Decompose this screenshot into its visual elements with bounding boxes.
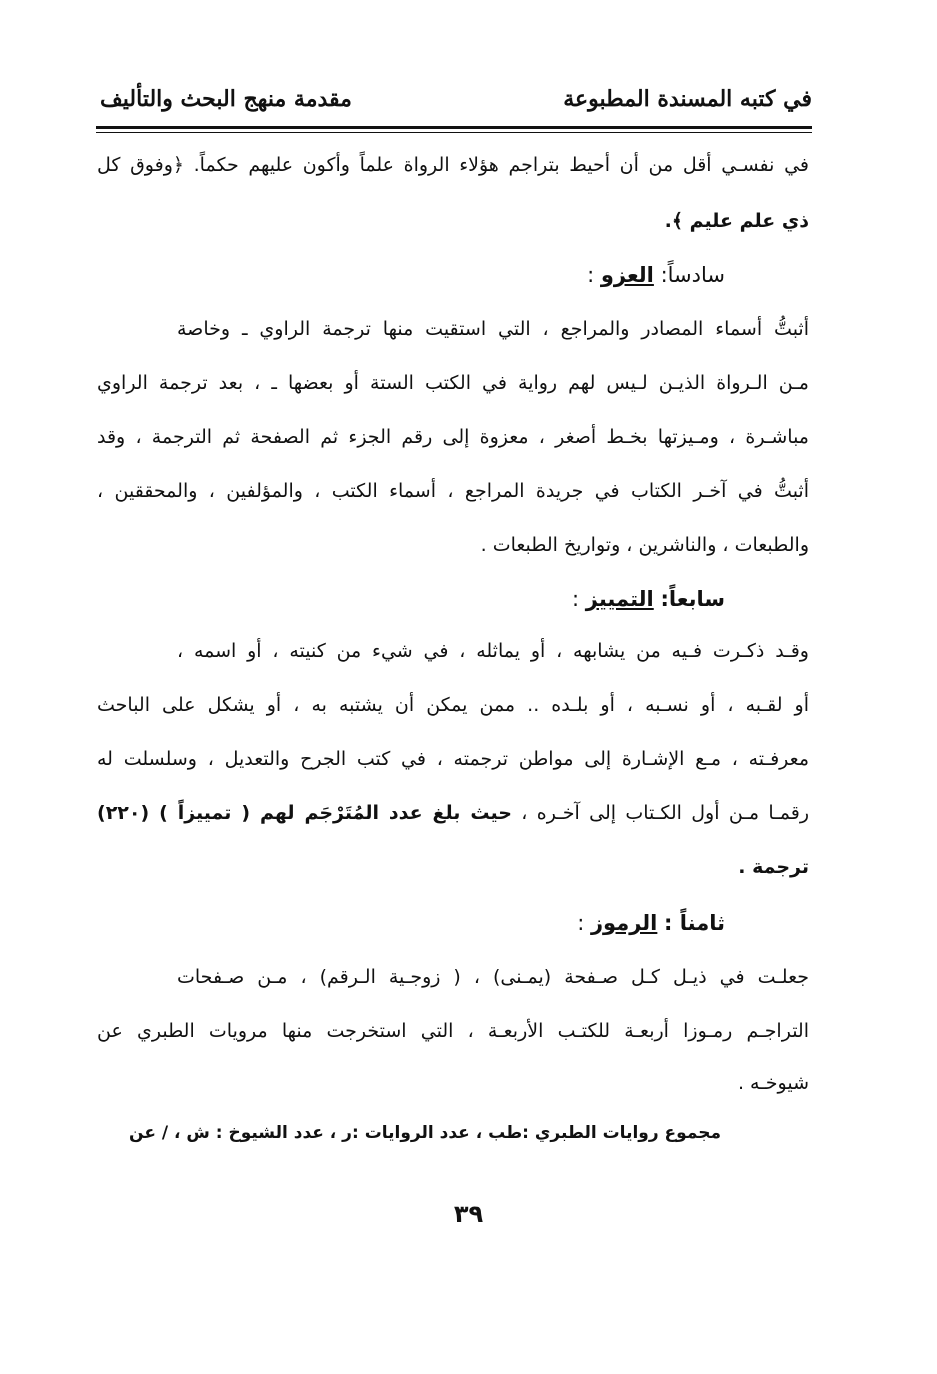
section-8-paragraph-line: شيوخـه . (737, 1072, 809, 1094)
page-number: ٣٩ (453, 1200, 484, 1228)
running-header (100, 80, 812, 124)
intro-line-1: في نفسـي أقل من أن أحيط بتراجم هؤلاء الرواة علماً وأكون عليهم حكماً. ﴿وفوق كل (97, 154, 809, 176)
section-7-paragraph-line: وقـد ذكـرت فـيه من يشابهه ، أو يماثله ، في شيء من كنيته ، أو اسمه ، (177, 640, 809, 662)
section-7-label: سابعاً: (660, 587, 725, 611)
section-6-paragraph-line: مـن الـرواة الذيـن لـيس لهم رواية في الكتب الستة أو بعضها ـ ، بعد ترجمة الراوي (97, 372, 809, 394)
header-rule (96, 126, 812, 129)
intro-line-2: ذي علم عليم ﴾. (664, 210, 809, 232)
section-heading-tamyiz (572, 582, 725, 616)
section-8-label: ثامناً : (664, 911, 725, 935)
section-heading-rumuz (577, 906, 725, 940)
section-6-paragraph-line: والطبعات ، والناشرين ، وتواريخ الطبعات . (480, 534, 809, 556)
section-6-label: سادساً: (660, 263, 725, 287)
section-8-paragraph-line: التراجـم رمـوزا أربعـة للكتـب الأربعـة ، التي استخرجت منها مرويات الطبري عن (97, 1020, 809, 1042)
section-8-word: الرموز (590, 911, 658, 935)
section-6-word: العزو (600, 263, 654, 287)
section-6-paragraph-line: أثبتُّ في آخـر الكتاب في جريدة المراجع ، أسماء الكتب ، والمؤلفين ، والمحققين ، (97, 480, 809, 502)
header-book-title: في كتبه المسندة المطبوعة (563, 86, 812, 112)
section-7-colon: : (572, 587, 580, 611)
section-7-word: التمييز (585, 587, 654, 611)
symbols-legend: مجموع روايات الطبري :طب ، عدد الروايات :ر ، عدد الشيوخ : ش ، / عن (129, 1123, 721, 1143)
section-6-paragraph-line: مباشـرة ، ومـيزتها بخـط أصغر ، معزوة إلى رقم الجزء ثم الصفحة ثم الترجمة ، وقد (97, 426, 809, 448)
section-7-paragraph-line-mixed (97, 798, 809, 828)
section-7-line-4-plain: رقمـا مـن أول الكـتاب إلى آخـره ، (521, 802, 810, 824)
section-6-paragraph-line: أثبتُّ أسماء المصادر والمراجع ، التي استقيت منها ترجمة الراوي ـ وخاصة (177, 318, 809, 340)
section-heading-azw (587, 258, 725, 292)
section-8-colon: : (577, 911, 585, 935)
section-7-line-4-bold: حيث بلغ عدد المُتَرْجَم لهم ( تمييزاً ) (٢٢٠) (97, 802, 512, 824)
header-chapter-title: مقدمة منهج البحث والتأليف (100, 86, 352, 112)
section-7-paragraph-line: أو لقـبه ، أو نسـبه ، أو بلـده .. ممن يمكن أن يشتبه به ، أو يشكل على الباحث (97, 694, 809, 716)
section-7-paragraph-line: معرفـته ، مـع الإشـارة إلى مواطن ترجمته ، في كتب الجرح والتعديل ، وسلسلت له (97, 748, 809, 770)
section-8-paragraph-line: جعلـت في ذيـل كـل صـفحة (يمـنى) ، ( زوجـية الـرقم) ، مـن صـفحات (177, 966, 809, 988)
section-7-paragraph-line: ترجمة . (738, 856, 809, 878)
header-rule-thin (96, 132, 812, 133)
section-6-colon: : (587, 263, 595, 287)
